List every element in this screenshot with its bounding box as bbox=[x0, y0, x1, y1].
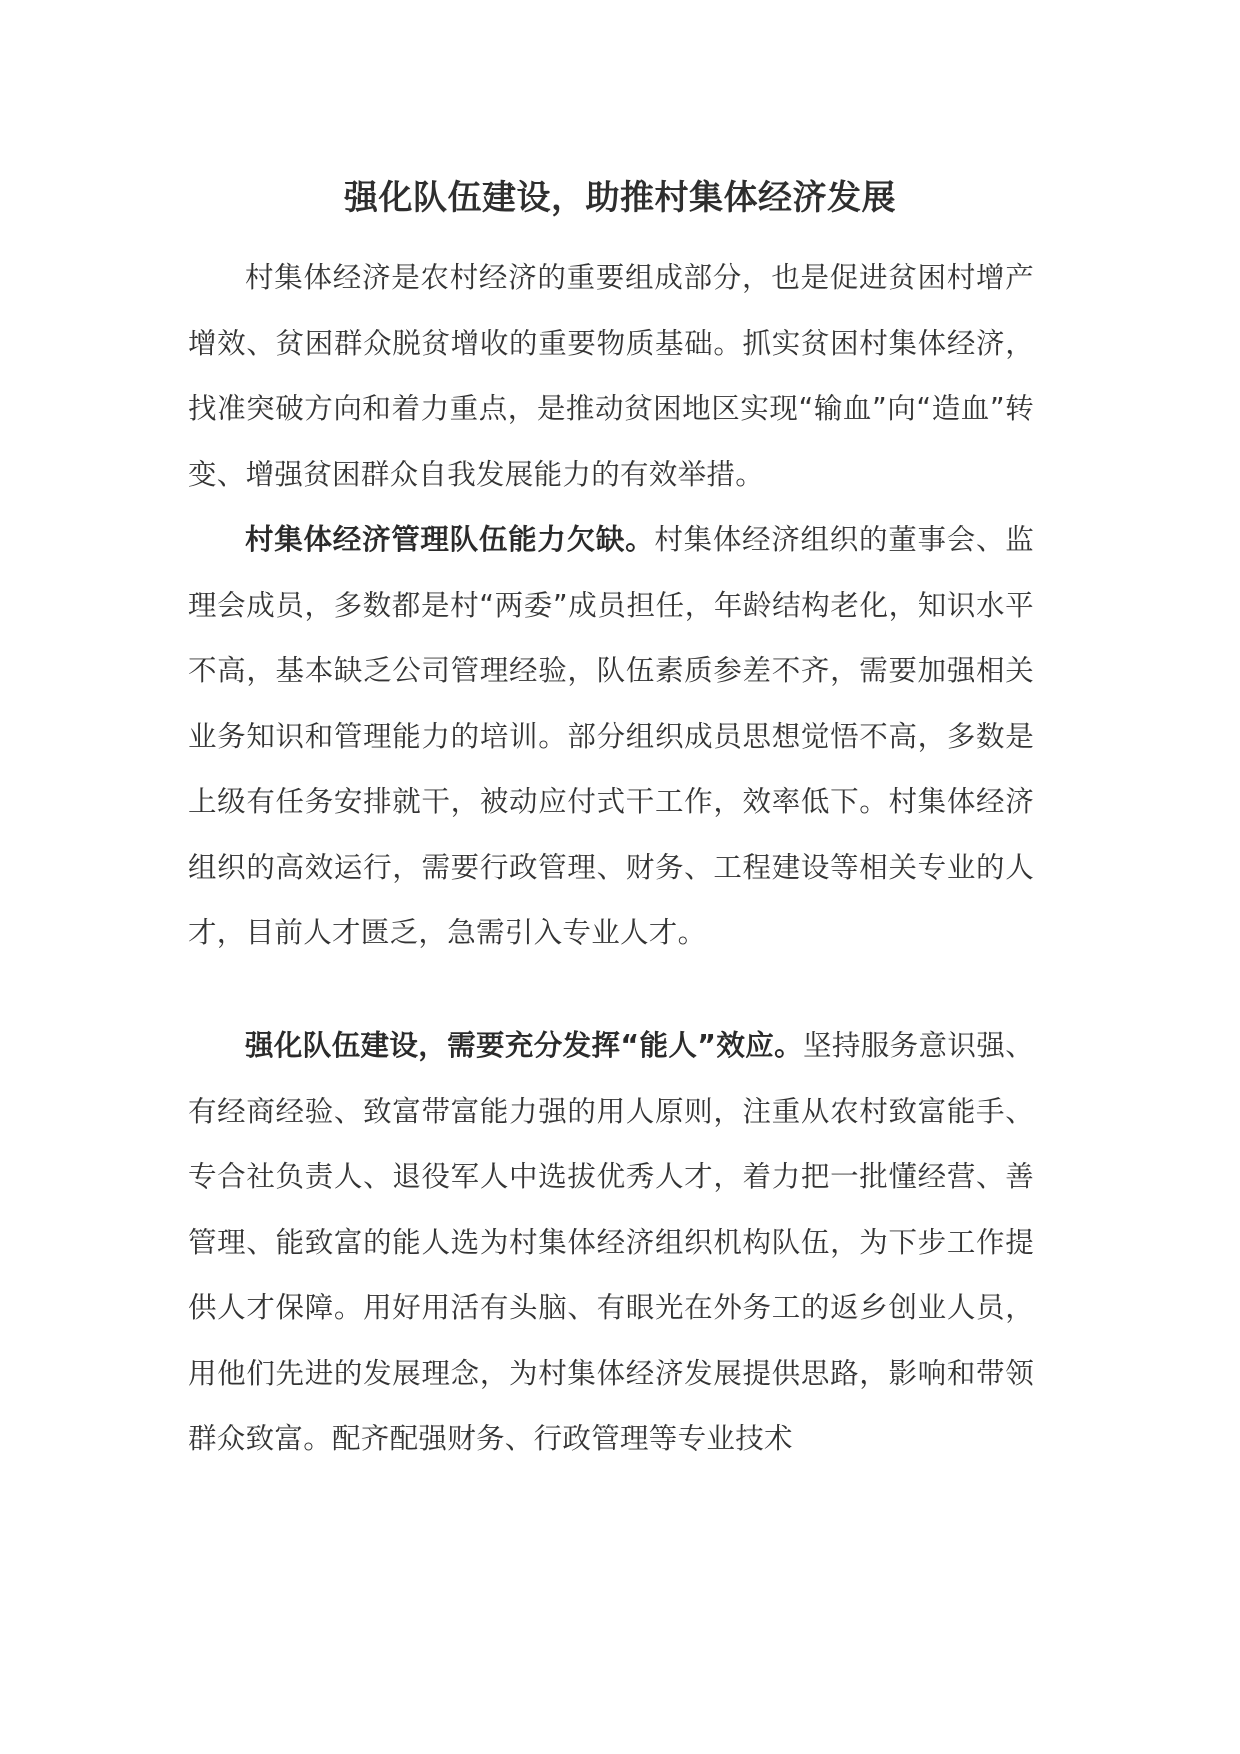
document-title: 强化队伍建设，助推村集体经济发展 bbox=[344, 178, 896, 218]
paragraph-text: 村集体经济组织的董事会、监理会成员，多数都是村“两委”成员担任，年龄结构老化，知识水平不高，基本缺乏公司管理经验，队伍素质参差不齐，需要加强相关业务知识和管理能力的培训。部分组织成员思想觉悟不高，多数是上级有任务安排就干，被动应付式干工作，效率低下。村集体经济组织的高效运行，需要行政管理、财务、工程建设等相关专业的人才，目前人才匮乏，急需引入专业人才。 bbox=[188, 523, 1035, 949]
paragraph-text: 坚持服务意识强、有经商经验、致富带富能力强的用人原则，注重从农村致富能手、专合社负责人、退役军人中选拔优秀人才，着力把一批懂经营、善管理、能致富的能人选为村集体经济组织机构队伍，为下步工作提供人才保障。用好用活有头脑、有眼光在外务工的返乡创业人员，用他们先进的发展理念，为村集体经济发展提供思路，影响和带领群众致富。配齐配强财务、行政管理等专业技术 bbox=[188, 1029, 1034, 1455]
paragraph-heading: 强化队伍建设，需要充分发挥“能人”效应。 bbox=[245, 1029, 804, 1062]
paragraph-management-team bbox=[188, 507, 1034, 966]
paragraph-intro bbox=[188, 245, 1034, 507]
paragraph-capable-people bbox=[188, 1013, 1034, 1472]
paragraph-heading: 村集体经济管理队伍能力欠缺。 bbox=[245, 523, 655, 556]
paragraph-text: 村集体经济是农村经济的重要组成部分，也是促进贫困村增产增效、贫困群众脱贫增收的重要物质基础。抓实贫困村集体经济，找准突破方向和着力重点，是推动贫困地区实现“输血”向“造血”转变、增强贫困群众自我发展能力的有效举措。 bbox=[188, 261, 1034, 491]
